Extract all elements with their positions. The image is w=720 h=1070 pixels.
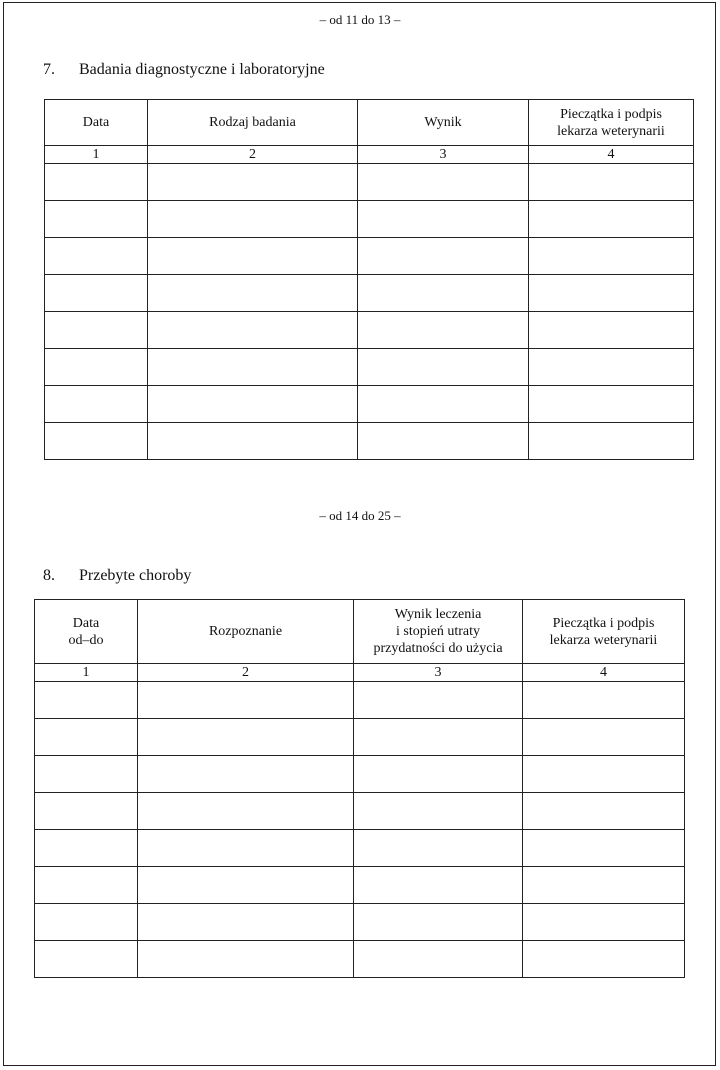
diseases-table-cell[interactable] <box>354 904 523 941</box>
diseases-table-cell[interactable] <box>354 830 523 867</box>
diagnostics-table-row <box>45 423 694 460</box>
diagnostics-table-cell[interactable] <box>45 164 148 201</box>
diseases-table-cell[interactable] <box>523 682 685 719</box>
diagnostics-header-result: Wynik <box>358 100 529 146</box>
diagnostics-table-cell[interactable] <box>358 238 529 275</box>
diagnostics-table-cell[interactable] <box>358 423 529 460</box>
diagnostics-number-row <box>45 146 694 164</box>
column-number: 2 <box>148 146 358 164</box>
page-range-middle: – od 14 do 25 – <box>319 508 401 523</box>
diagnostics-table-row <box>45 312 694 349</box>
diseases-table-cell[interactable] <box>523 941 685 978</box>
diagnostics-table-row <box>45 386 694 423</box>
diseases-table-cell[interactable] <box>35 682 138 719</box>
diseases-table-row <box>35 719 685 756</box>
diagnostics-table-cell[interactable] <box>148 275 358 312</box>
diseases-table-cell[interactable] <box>138 793 354 830</box>
diagnostics-table-cell[interactable] <box>148 312 358 349</box>
diagnostics-table-cell[interactable] <box>529 201 694 238</box>
header-line: przydatności do użycia <box>373 641 503 656</box>
diseases-table-cell[interactable] <box>354 682 523 719</box>
diagnostics-header-date: Data <box>45 100 148 146</box>
column-number: 3 <box>358 146 529 164</box>
diseases-header-date <box>35 600 138 664</box>
diseases-table-row <box>35 904 685 941</box>
diagnostics-table-cell[interactable] <box>45 349 148 386</box>
diagnostics-table-cell[interactable] <box>45 201 148 238</box>
diagnostics-table-row <box>45 349 694 386</box>
column-number: 3 <box>354 664 523 682</box>
diagnostics-table-cell[interactable] <box>148 349 358 386</box>
diagnostics-table-row <box>45 275 694 312</box>
diseases-table-cell[interactable] <box>354 719 523 756</box>
diseases-table-row <box>35 941 685 978</box>
diagnostics-table-cell[interactable] <box>529 386 694 423</box>
diagnostics-table-cell[interactable] <box>45 275 148 312</box>
diseases-table-cell[interactable] <box>35 756 138 793</box>
column-number: 4 <box>529 146 694 164</box>
column-number: 4 <box>523 664 685 682</box>
diseases-table-cell[interactable] <box>138 904 354 941</box>
diagnostics-table-cell[interactable] <box>45 312 148 349</box>
header-line: Pieczątka i podpis <box>552 615 655 631</box>
diseases-table-cell[interactable] <box>523 904 685 941</box>
diseases-header-outcome <box>354 600 523 664</box>
diagnostics-header-type: Rodzaj badania <box>148 100 358 146</box>
column-number: 1 <box>45 146 148 164</box>
diagnostics-table-cell[interactable] <box>148 386 358 423</box>
diseases-table-cell[interactable] <box>523 867 685 904</box>
diagnostics-table-cell[interactable] <box>358 201 529 238</box>
header-line: Pieczątka i podpis <box>560 106 662 122</box>
diseases-number-row <box>35 664 685 682</box>
diseases-table-row <box>35 793 685 830</box>
diagnostics-table <box>44 99 694 460</box>
diseases-table <box>34 599 685 978</box>
header-line: od–do <box>68 632 104 648</box>
diseases-table-cell[interactable] <box>354 756 523 793</box>
diagnostics-table-cell[interactable] <box>529 423 694 460</box>
diseases-table-cell[interactable] <box>138 719 354 756</box>
diagnostics-table-cell[interactable] <box>529 275 694 312</box>
diseases-table-cell[interactable] <box>35 793 138 830</box>
diseases-table-cell[interactable] <box>35 830 138 867</box>
diseases-table-cell[interactable] <box>523 719 685 756</box>
diseases-table-cell[interactable] <box>35 719 138 756</box>
diseases-table-cell[interactable] <box>35 867 138 904</box>
diseases-table-cell[interactable] <box>138 756 354 793</box>
section-8-title: Przebyte choroby <box>79 567 192 584</box>
diagnostics-table-cell[interactable] <box>358 386 529 423</box>
section-7-title: Badania diagnostyczne i laboratoryjne <box>79 61 325 78</box>
diseases-table-row <box>35 682 685 719</box>
section-8-number: 8. <box>43 567 55 584</box>
diagnostics-table-cell[interactable] <box>358 164 529 201</box>
diagnostics-table-cell[interactable] <box>358 349 529 386</box>
header-line: Wynik leczenia <box>394 607 482 622</box>
diseases-table-row <box>35 756 685 793</box>
section-8-heading <box>43 567 191 585</box>
diagnostics-table-cell[interactable] <box>529 312 694 349</box>
header-line: lekarza weterynarii <box>557 123 665 139</box>
diseases-table-cell[interactable] <box>138 830 354 867</box>
diagnostics-table-cell[interactable] <box>45 238 148 275</box>
diagnostics-table-cell[interactable] <box>148 238 358 275</box>
header-line: Data <box>72 615 100 631</box>
diagnostics-table-cell[interactable] <box>148 164 358 201</box>
diseases-table-cell[interactable] <box>354 793 523 830</box>
diagnostics-table-cell[interactable] <box>148 423 358 460</box>
column-number: 1 <box>35 664 138 682</box>
diagnostics-table-cell[interactable] <box>358 312 529 349</box>
diseases-table-cell[interactable] <box>138 682 354 719</box>
diseases-table-cell[interactable] <box>354 941 523 978</box>
section-7-number: 7. <box>43 61 55 78</box>
diagnostics-table-cell[interactable] <box>529 349 694 386</box>
diagnostics-table-row <box>45 238 694 275</box>
column-number: 2 <box>138 664 354 682</box>
diseases-header-row <box>35 600 685 664</box>
diseases-table-row <box>35 830 685 867</box>
page-range-top: – od 11 do 13 – <box>319 12 401 27</box>
diseases-header-diagnosis: Rozpoznanie <box>138 600 354 664</box>
diseases-header-stamp <box>523 600 685 664</box>
diseases-table-row <box>35 867 685 904</box>
diagnostics-header-row <box>45 100 694 146</box>
header-line: i stopień utraty <box>396 624 480 639</box>
diagnostics-table-cell[interactable] <box>148 201 358 238</box>
diseases-table-cell[interactable] <box>523 756 685 793</box>
diagnostics-table-row <box>45 201 694 238</box>
section-7-heading <box>43 61 325 79</box>
diseases-table-cell[interactable] <box>138 867 354 904</box>
diagnostics-table-cell[interactable] <box>45 423 148 460</box>
diseases-table-cell[interactable] <box>354 867 523 904</box>
diagnostics-table-cell[interactable] <box>45 386 148 423</box>
header-line: lekarza weterynarii <box>549 632 658 648</box>
diseases-table-cell[interactable] <box>35 904 138 941</box>
diagnostics-table-cell[interactable] <box>529 238 694 275</box>
diagnostics-header-stamp <box>529 100 694 146</box>
diseases-table-cell[interactable] <box>138 941 354 978</box>
diseases-table-cell[interactable] <box>523 793 685 830</box>
diseases-table-cell[interactable] <box>523 830 685 867</box>
diseases-table-cell[interactable] <box>35 941 138 978</box>
diagnostics-table-row <box>45 164 694 201</box>
diagnostics-table-cell[interactable] <box>529 164 694 201</box>
diagnostics-table-cell[interactable] <box>358 275 529 312</box>
